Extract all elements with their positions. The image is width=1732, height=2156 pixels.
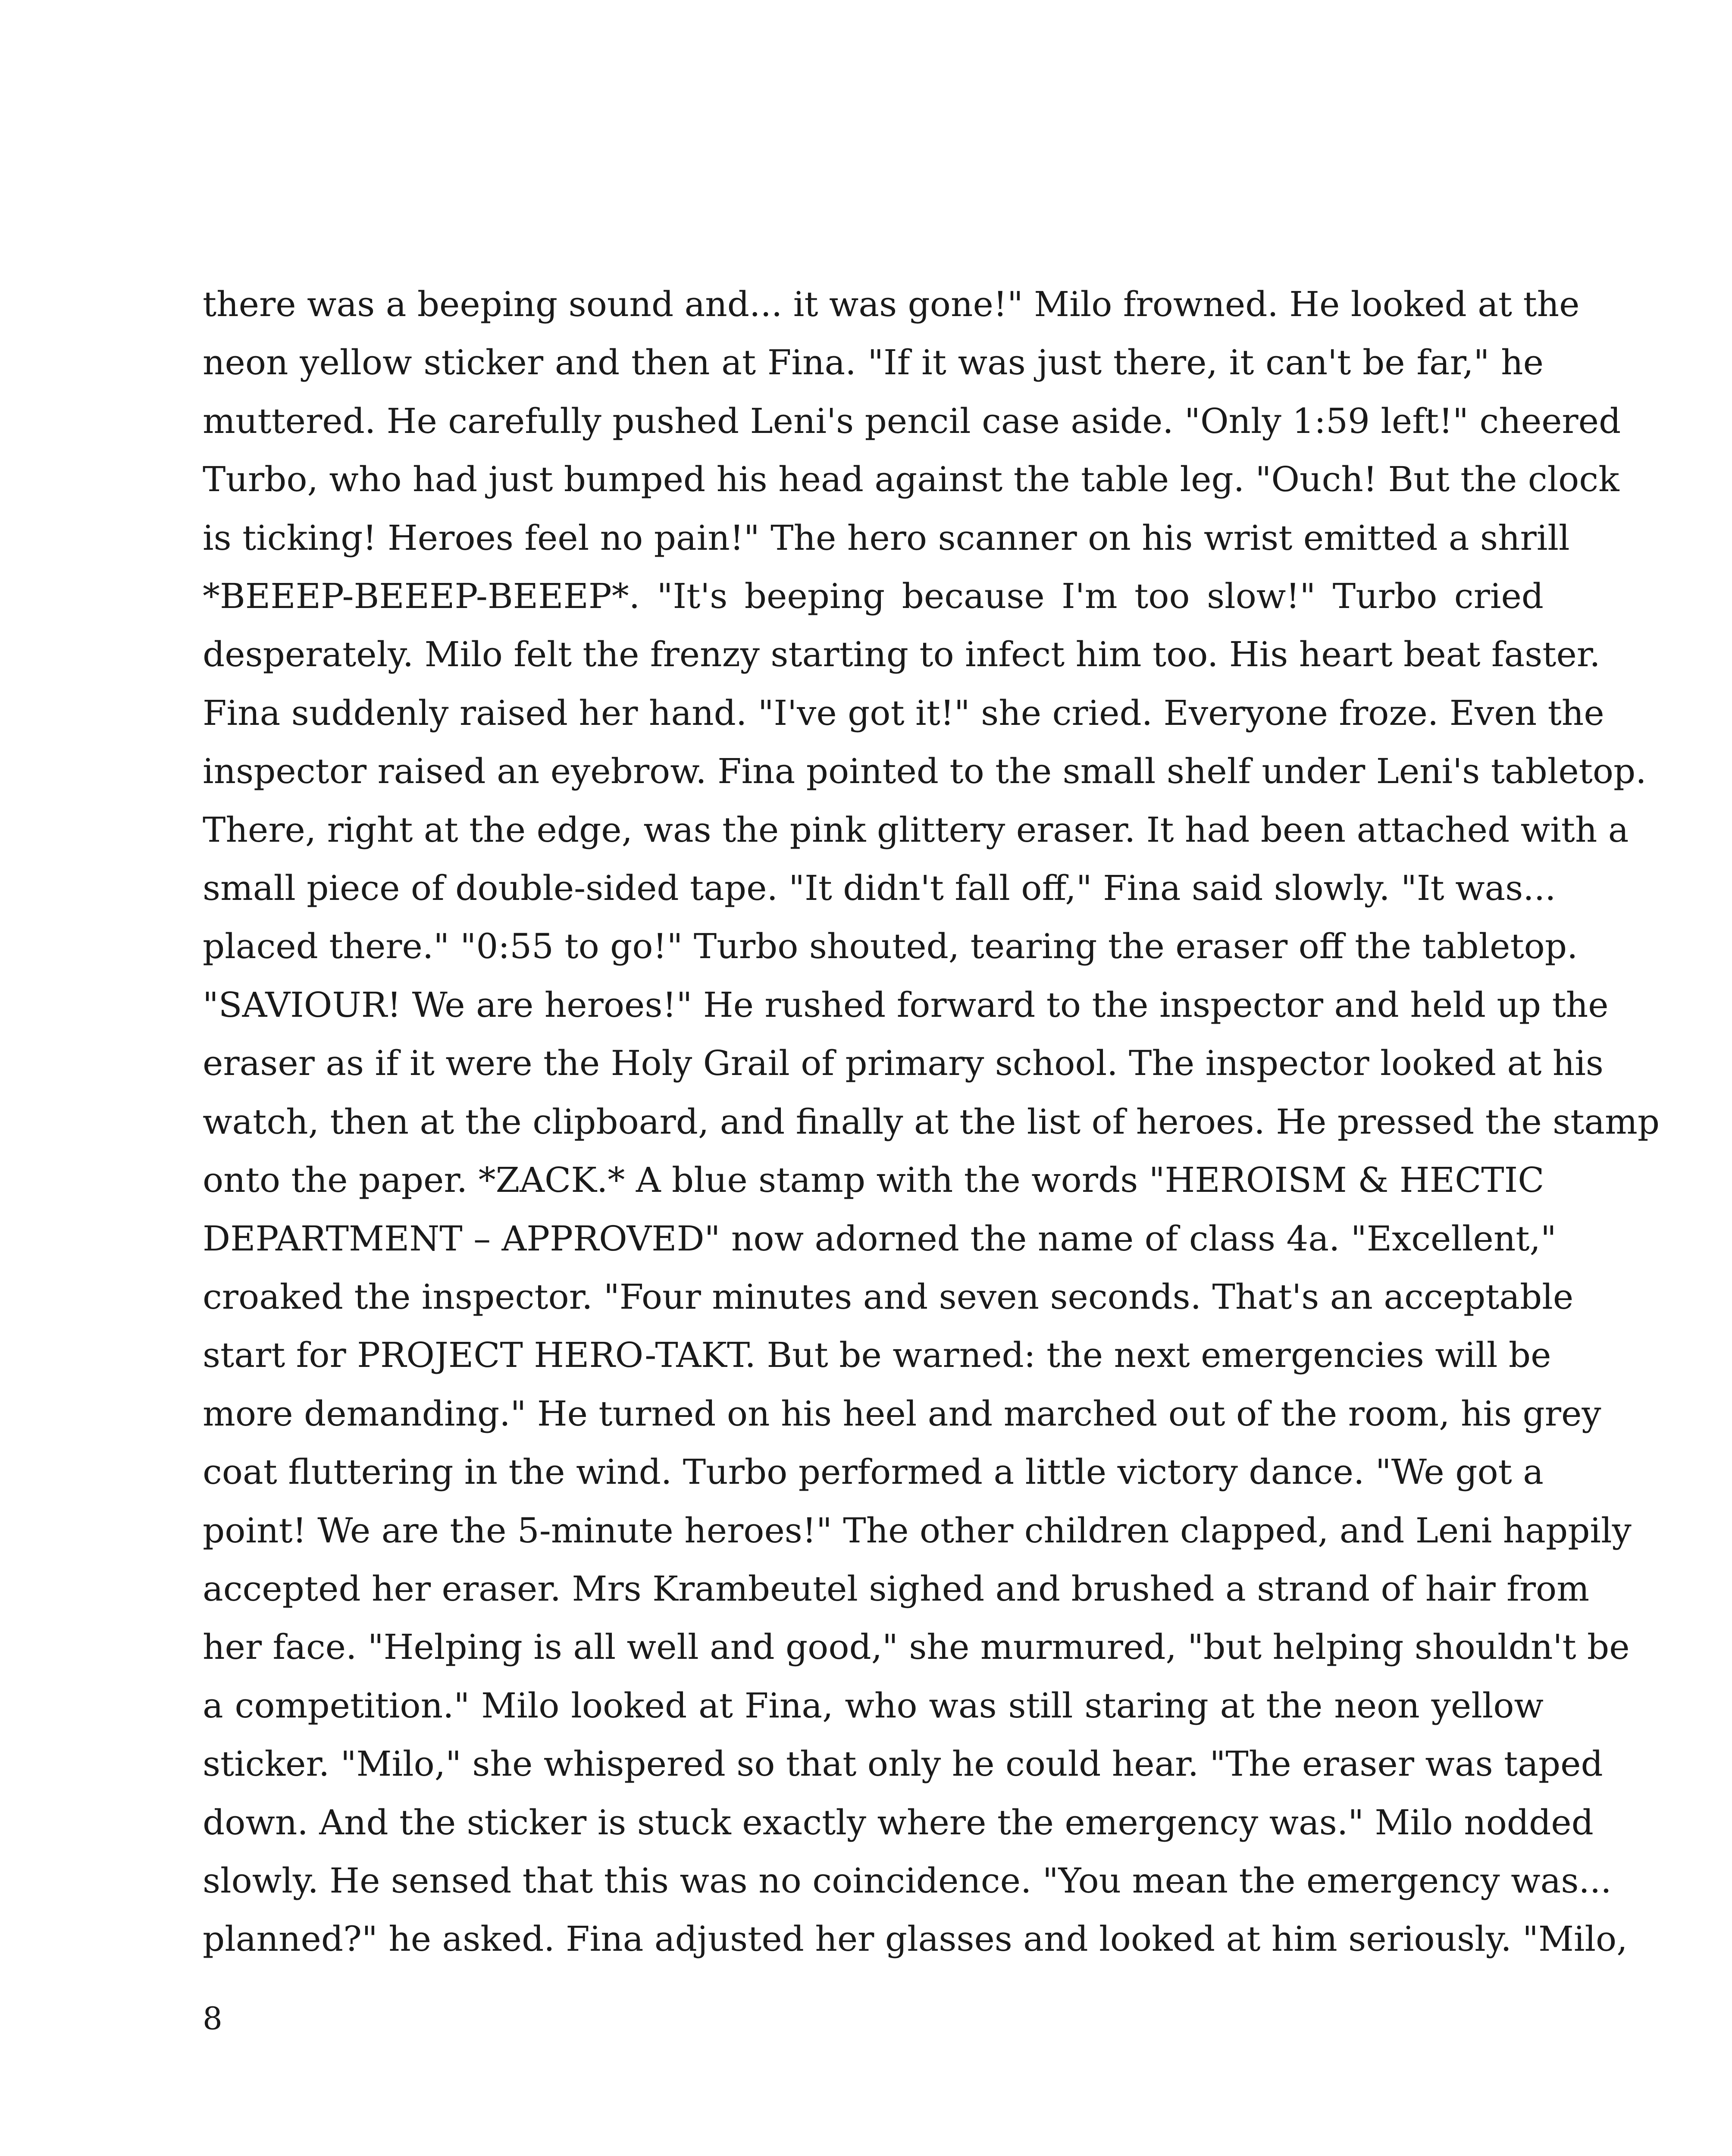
text-line: her face. "Helping is all well and good," she murmured, "but helping shouldn't be: [203, 1627, 1630, 1667]
text-line: inspector raised an eyebrow. Fina pointed to the small shelf under Leni's tabletop.: [203, 751, 1647, 792]
text-line: sticker. "Milo," she whispered so that only he could hear. "The eraser was taped: [203, 1744, 1603, 1784]
text-line: accepted her eraser. Mrs Krambeutel sighed and brushed a strand of hair from: [203, 1568, 1590, 1609]
text-line: down. And the sticker is stuck exactly where the emergency was." Milo nodded: [203, 1802, 1594, 1843]
text-line: There, right at the edge, was the pink glittery eraser. It had been attached with a: [203, 809, 1629, 850]
text-line: DEPARTMENT – APPROVED" now adorned the name of class 4a. "Excellent,": [203, 1218, 1557, 1259]
text-line: neon yellow sticker and then at Fina. "If it was just there, it can't be far," he: [203, 342, 1544, 383]
text-line: eraser as if it were the Holy Grail of primary school. The inspector looked at his: [203, 1043, 1604, 1084]
text-line: Turbo, who had just bumped his head against the table leg. "Ouch! But the clock: [203, 459, 1619, 500]
text-line: a competition." Milo looked at Fina, who was still staring at the neon yellow: [203, 1685, 1544, 1726]
text-line: coat fluttering in the wind. Turbo performed a little victory dance. "We got a: [203, 1452, 1544, 1492]
text-line: Fina suddenly raised her hand. "I've got it!" she cried. Everyone froze. Even the: [203, 693, 1604, 733]
text-line: point! We are the 5-minute heroes!" The other children clapped, and Leni happily: [203, 1510, 1632, 1551]
text-line: muttered. He carefully pushed Leni's pencil case aside. "Only 1:59 left!" cheered: [203, 401, 1621, 441]
text-line: watch, then at the clipboard, and finally at the list of heroes. He pressed the stamp: [203, 1101, 1660, 1142]
text-line: desperately. Milo felt the frenzy starting to infect him too. His heart beat faster.: [203, 634, 1600, 675]
text-line: small piece of double-sided tape. "It didn't fall off," Fina said slowly. "It was...: [203, 868, 1556, 909]
text-line: *BEEEP-BEEEP-BEEEP*. "It's beeping because I'm too slow!" Turbo cried: [203, 576, 1544, 617]
text-line: slowly. He sensed that this was no coincidence. "You mean the emergency was...: [203, 1860, 1612, 1901]
page-number: 8: [203, 2000, 222, 2037]
text-line: more demanding." He turned on his heel and marched out of the room, his grey: [203, 1393, 1601, 1434]
text-line: planned?" he asked. Fina adjusted her glasses and looked at him seriously. "Milo,: [203, 1919, 1628, 1959]
text-line: onto the paper. *ZACK.* A blue stamp with the words "HEROISM & HECTIC: [203, 1160, 1544, 1200]
text-line: placed there." "0:55 to go!" Turbo shouted, tearing the eraser off the tabletop.: [203, 926, 1578, 967]
text-line: start for PROJECT HERO-TAKT. But be warned: the next emergencies will be: [203, 1335, 1551, 1376]
body-text: [203, 275, 1660, 1968]
text-line: croaked the inspector. "Four minutes and seven seconds. That's an acceptable: [203, 1276, 1574, 1317]
text-line: is ticking! Heroes feel no pain!" The hero scanner on his wrist emitted a shrill: [203, 517, 1570, 558]
text-line: "SAVIOUR! We are heroes!" He rushed forward to the inspector and held up the: [203, 984, 1609, 1025]
text-line: there was a beeping sound and... it was gone!" Milo frowned. He looked at the: [203, 284, 1580, 324]
